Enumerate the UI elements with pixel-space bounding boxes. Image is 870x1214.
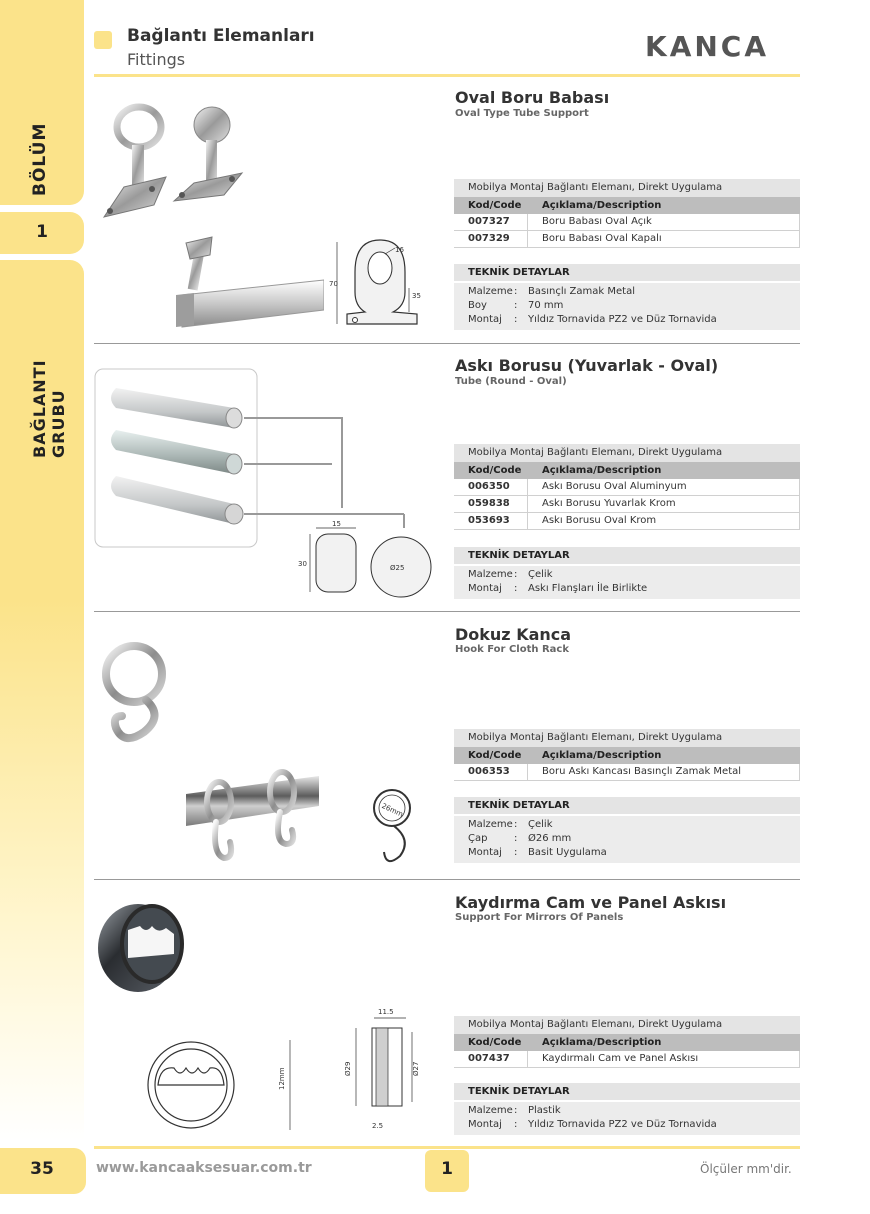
dim-label: 26mm	[380, 801, 405, 819]
product-description: Boru Askı Kancası Basınçlı Zamak Metal	[542, 766, 742, 777]
product-subtitle: Hook For Cloth Rack	[455, 644, 569, 655]
product-description: Askı Borusu Oval Aluminyum	[542, 481, 687, 492]
side-tab-fade	[0, 600, 84, 1140]
tech-value: Basınçlı Zamak Metal	[528, 286, 635, 297]
product-subtitle: Support For Mirrors Of Panels	[455, 912, 624, 923]
dim-label: Ø25	[390, 564, 405, 572]
product-code: 006353	[454, 764, 528, 780]
code-header: Kod/Code	[468, 750, 522, 761]
tech-header: TEKNİK DETAYLAR	[454, 547, 800, 564]
section-divider	[94, 611, 800, 612]
code-header: Kod/Code	[468, 200, 522, 211]
tech-key: Malzeme	[468, 1105, 513, 1116]
tech-value: Ø26 mm	[528, 833, 572, 844]
product-code: 007329	[454, 231, 528, 247]
footer-badge-number: 1	[441, 1159, 453, 1179]
dim-label: Ø27	[412, 1061, 420, 1076]
product-title: Askı Borusu (Yuvarlak - Oval)	[455, 356, 719, 375]
tech-value: Basit Uygulama	[528, 847, 607, 858]
tech-row: Çap : Ø26 mm	[454, 832, 800, 846]
dim-label: 15	[332, 520, 341, 528]
code-header: Kod/Code	[468, 465, 522, 476]
table-row	[454, 764, 800, 781]
header-marker	[94, 31, 112, 49]
tech-key: Montaj	[468, 583, 502, 594]
dim-label: Ø29	[344, 1061, 352, 1076]
oval-support-drawing	[325, 232, 430, 332]
panel-support-photo	[94, 900, 444, 1140]
tech-key: Montaj	[468, 847, 502, 858]
tech-header: TEKNİK DETAYLAR	[454, 797, 800, 814]
tube-photo	[94, 368, 444, 608]
tech-key: Montaj	[468, 314, 502, 325]
product-table	[454, 1016, 800, 1068]
table-header	[454, 197, 800, 214]
product-subtitle: Oval Type Tube Support	[455, 108, 589, 119]
tech-row: Malzeme : Plastik	[454, 1104, 800, 1118]
product-table	[454, 444, 800, 530]
product-description: Kaydırmalı Cam ve Panel Askısı	[542, 1053, 699, 1064]
tech-row: Boy : 70 mm	[454, 299, 800, 313]
tech-value: Askı Flanşları İle Birlikte	[528, 583, 648, 594]
table-row	[454, 496, 800, 513]
tech-key: Montaj	[468, 1119, 502, 1130]
tech-row: Malzeme : Çelik	[454, 568, 800, 582]
tech-value: Çelik	[528, 569, 553, 580]
footer-divider	[94, 1146, 800, 1149]
tech-value: Yıldız Tornavida PZ2 ve Düz Tornavida	[528, 314, 717, 325]
product-title: Dokuz Kanca	[455, 625, 572, 644]
tech-header: TEKNİK DETAYLAR	[454, 264, 800, 281]
dim-label: 16	[395, 246, 404, 254]
tech-key: Malzeme	[468, 819, 513, 830]
dim-label: 12mm	[278, 1067, 286, 1090]
tech-value: Yıldız Tornavida PZ2 ve Düz Tornavida	[528, 1119, 717, 1130]
product-table	[454, 729, 800, 781]
table-caption: Mobilya Montaj Bağlantı Elemanı, Direkt Uygulama	[454, 729, 800, 747]
product-table	[454, 179, 800, 248]
tech-value: Çelik	[528, 819, 553, 830]
units-note: Ölçüler mm'dir.	[700, 1162, 792, 1176]
table-caption: Mobilya Montaj Bağlantı Elemanı, Direkt Uygulama	[454, 444, 800, 462]
tech-value: Plastik	[528, 1105, 561, 1116]
tech-key: Malzeme	[468, 286, 513, 297]
code-header: Kod/Code	[468, 1037, 522, 1048]
tech-header: TEKNİK DETAYLAR	[454, 1083, 800, 1100]
tech-row: Montaj : Yıldız Tornavida PZ2 ve Düz Tornavida	[454, 313, 800, 327]
section-divider	[94, 343, 800, 344]
page-subtitle: Fittings	[127, 50, 186, 69]
desc-header: Açıklama/Description	[542, 750, 662, 761]
dim-label: 35	[412, 292, 421, 300]
product-code: 006350	[454, 479, 528, 495]
tech-row: Montaj : Basit Uygulama	[454, 846, 800, 860]
section-number: 1	[36, 222, 48, 242]
table-row	[454, 214, 800, 231]
brand-logo: KANCA	[645, 30, 770, 63]
product-title: Kaydırma Cam ve Panel Askısı	[455, 893, 727, 912]
table-caption: Mobilya Montaj Bağlantı Elemanı, Direkt Uygulama	[454, 179, 800, 197]
oval-support-photo	[94, 95, 324, 335]
table-row	[454, 513, 800, 530]
tech-details	[454, 797, 800, 863]
product-description: Boru Babası Oval Açık	[542, 216, 652, 227]
desc-header: Açıklama/Description	[542, 1037, 662, 1048]
website-link[interactable]: www.kancaaksesuar.com.tr	[96, 1160, 312, 1176]
tech-details	[454, 547, 800, 599]
tech-details	[454, 1083, 800, 1135]
tech-value: 70 mm	[528, 300, 564, 311]
dim-label: 11.5	[378, 1008, 394, 1016]
section-label: BÖLÜM	[30, 122, 50, 196]
product-title: Oval Boru Babası	[455, 88, 610, 107]
table-header	[454, 1034, 800, 1051]
tech-key: Boy	[468, 300, 487, 311]
section-divider	[94, 879, 800, 880]
product-description: Askı Borusu Oval Krom	[542, 515, 657, 526]
product-code: 007327	[454, 214, 528, 230]
group-label: BAĞLANTI GRUBU	[30, 359, 68, 458]
product-description: Askı Borusu Yuvarlak Krom	[542, 498, 676, 509]
tech-row: Malzeme : Çelik	[454, 818, 800, 832]
product-code: 007437	[454, 1051, 528, 1067]
page-number: 35	[30, 1159, 54, 1179]
tech-details	[454, 264, 800, 330]
tech-row: Malzeme : Basınçlı Zamak Metal	[454, 285, 800, 299]
product-description: Boru Babası Oval Kapalı	[542, 233, 662, 244]
tech-row: Montaj : Yıldız Tornavida PZ2 ve Düz Tornavida	[454, 1118, 800, 1132]
side-tab	[0, 0, 86, 1214]
desc-header: Açıklama/Description	[542, 200, 662, 211]
table-row	[454, 1051, 800, 1068]
table-row	[454, 479, 800, 496]
product-code: 059838	[454, 496, 528, 512]
dim-label: 2.5	[372, 1122, 384, 1130]
table-header	[454, 462, 800, 479]
table-header	[454, 747, 800, 764]
page-title: Bağlantı Elemanları	[127, 26, 315, 46]
tech-key: Malzeme	[468, 569, 513, 580]
tech-row: Montaj : Askı Flanşları İle Birlikte	[454, 582, 800, 596]
table-row	[454, 231, 800, 248]
product-subtitle: Tube (Round - Oval)	[455, 376, 567, 387]
hook-photo	[94, 636, 444, 876]
table-caption: Mobilya Montaj Bağlantı Elemanı, Direkt Uygulama	[454, 1016, 800, 1034]
dim-label: 70	[329, 280, 338, 288]
desc-header: Açıklama/Description	[542, 465, 662, 476]
tech-key: Çap	[468, 833, 488, 844]
header-divider	[94, 74, 800, 77]
dim-label: 30	[298, 560, 307, 568]
product-code: 053693	[454, 513, 528, 529]
